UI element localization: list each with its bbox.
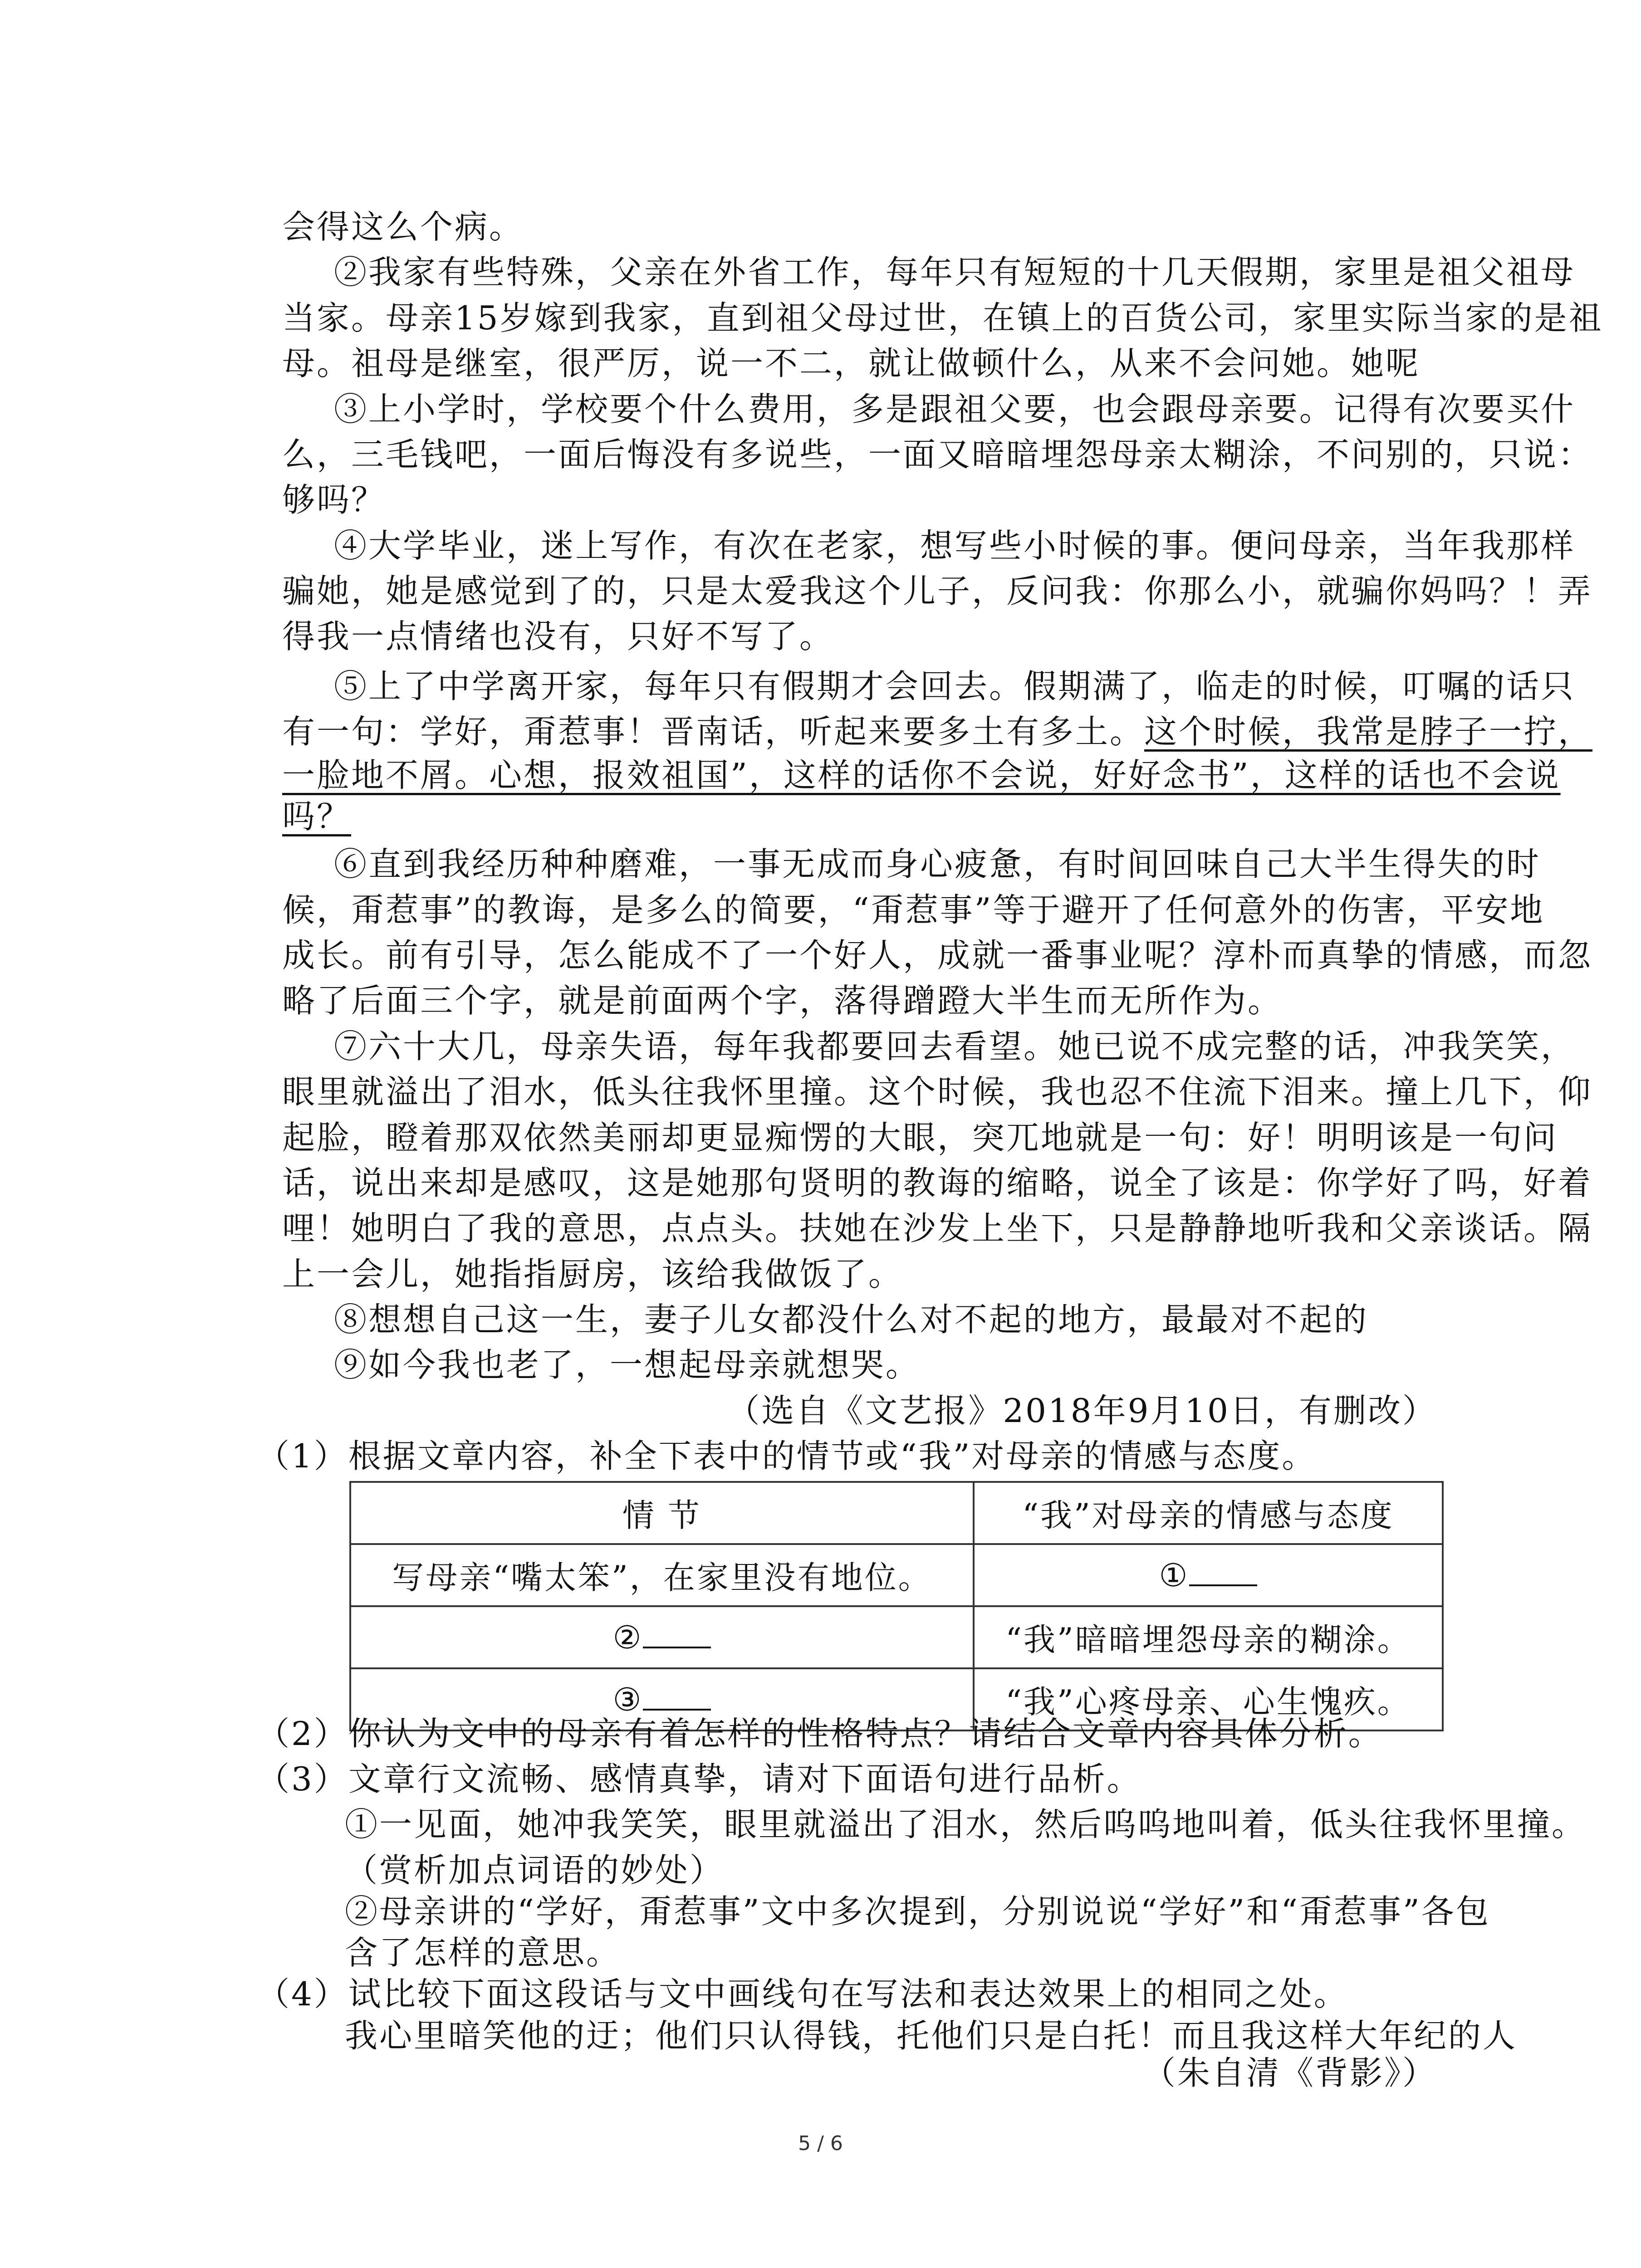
answer-blank[interactable] [1189,1580,1257,1586]
underlined-sentence: 这个时候，我常是脖子一拧， [1144,713,1593,751]
blank-number: ① [1159,1556,1190,1594]
passage-source: （选自《文艺报》2018年9月10日，有删改） [727,1391,1437,1430]
blank-number: ③ [612,1681,643,1718]
paragraph-9: ⑨如今我也老了，一想起母亲就想哭。 [334,1346,921,1384]
paragraph-1-tail: 会得这么个病。 [282,208,524,246]
paragraph-4-line: 骗她，她是感觉到了的，只是太爱我这个儿子，反问我：你那么小，就骗你妈吗？！弄 [282,572,1593,610]
paragraph-4-line: 得我一点情绪也没有，只好不写了。 [282,617,834,656]
paragraph-7-line: 话，说出来却是感叹，这是她那句贤明的教诲的缩略，说全了该是：你学好了吗，好着 [282,1163,1593,1202]
paragraph-2-line: 母。祖母是继室，很严厉，说一不二，就让做顿什么，从来不会问她。她呢 [282,344,1421,383]
question-1: （1）根据文章内容，补全下表中的情节或“我”对母亲的情感与态度。 [257,1437,1317,1476]
paragraph-8: ⑧想想自己这一生，妻子儿女都没什么对不起的地方，最最对不起的 [334,1300,1369,1339]
paragraph-2-line: ②我家有些特殊，父亲在外省工作，每年只有短短的十几天假期，家里是祖父祖母 [334,253,1576,292]
paragraph-6-line: ⑥直到我经历种种磨难，一事无成而身心疲惫，有时间回味自己大半生得失的时 [334,845,1541,884]
question-3-2-line: ②母亲讲的“学好，甭惹事”文中多次提到，分别说说“学好”和“甭惹事”各包 [345,1892,1490,1931]
page-number: 5 / 6 [798,2132,843,2155]
paragraph-3-line: ③上小学时，学校要个什么费用，多是跟祖父要，也会跟母亲要。记得有次要买什 [334,390,1576,428]
paragraph-5-line [282,709,1593,754]
paragraph-7-line: 眼里就溢出了泪水，低头往我怀里撞。这个时候，我也忍不住流下泪来。撞上几下，仰 [282,1073,1593,1111]
underlined-sentence: 吗？ [282,797,352,836]
table-cell: 写母亲“嘴太笨”，在家里没有地位。 [350,1544,974,1606]
question-3-2-line: 含了怎样的意思。 [345,1934,621,1972]
paragraph-6-line: 成长。前有引导，怎么能成不了一个好人，成就一番事业呢？淳朴而真挚的情感，而忽 [282,936,1593,974]
answer-table [349,1481,1444,1731]
paragraph-7-line: 上一会儿，她指指厨房，该给我做饭了。 [282,1255,903,1293]
blank-number: ② [612,1618,643,1656]
paragraph-6-line: 略了后面三个字，就是前面两个字，落得蹭蹬大半生而无所作为。 [282,982,1283,1020]
table-row [350,1606,1443,1668]
table-cell: “我”暗暗埋怨母亲的糊涂。 [974,1606,1443,1668]
question-4: （4）试比较下面这段话与文中画线句在写法和表达效果上的相同之处。 [257,1975,1348,2014]
question-2: （2）你认为文中的母亲有着怎样的性格特点？请结合文章内容具体分析。 [257,1714,1383,1753]
paragraph-3-line: 么，三毛钱吧，一面后悔没有多说些，一面又暗暗埋怨母亲太糊涂，不问别的，只说： [282,435,1593,474]
table-cell-blank[interactable] [974,1544,1443,1606]
table-header-cell: “我”对母亲的情感与态度 [974,1482,1443,1544]
paragraph-7-line: 哩！她明白了我的意思，点点头。扶她在沙发上坐下，只是静静地听我和父亲谈话。隔 [282,1209,1593,1248]
paragraph-4-line: ④大学毕业，迷上写作，有次在老家，想写些小时候的事。便问母亲，当年我那样 [334,526,1576,565]
answer-blank[interactable] [643,1704,711,1711]
paragraph-7-line: ⑦六十大几，母亲失语，每年我都要回去看望。她已说不成完整的话，冲我笑笑， [334,1027,1576,1066]
question-4-source: （朱自清《背影》） [1142,2053,1437,2092]
table-cell: “我”心疼母亲、心生愧疚。 [974,1668,1443,1730]
paragraph-3-line: 够吗？ [282,481,386,519]
question-3-1-line: （赏析加点词语的妙处） [345,1851,725,1889]
question-3-1-line: ①一见面，她冲我笑笑，眼里就溢出了泪水，然后呜呜地叫着，低头往我怀里撞。 [345,1805,1587,1844]
underlined-sentence: 一脸地不屑。心想，报效祖国”，这样的话你不会说，好好念书”，这样的话也不会说 [282,756,1561,795]
question-4-quote: 我心里暗笑他的迂；他们只认得钱，托他们只是白托！而且我这样大年纪的人 [345,2016,1518,2055]
paragraph-2-line: 当家。母亲15岁嫁到我家，直到祖父母过世，在镇上的百货公司，家里实际当家的是祖 [282,298,1603,337]
table-header-cell: 情 节 [350,1482,974,1544]
paragraph-5-plain: 有一句：学好，甭惹事！晋南话，听起来要多土有多土。 [282,713,1145,751]
table-row [350,1544,1443,1606]
question-3: （3）文章行文流畅、感情真挚，请对下面语句进行品析。 [257,1760,1141,1798]
table-cell-blank[interactable] [350,1606,974,1668]
paragraph-5-line: ⑤上了中学离开家，每年只有假期才会回去。假期满了，临走的时候，叮嘱的话只 [334,667,1576,705]
table-header-row [350,1482,1443,1544]
paragraph-6-line: 候，甭惹事”的教诲，是多么的简要，“甭惹事”等于避开了任何意外的伤害，平安地 [282,890,1545,929]
paragraph-7-line: 起脸，瞪着那双依然美丽却更显痴愣的大眼，突兀地就是一句：好！明明该是一句问 [282,1118,1558,1157]
answer-blank[interactable] [643,1642,711,1648]
